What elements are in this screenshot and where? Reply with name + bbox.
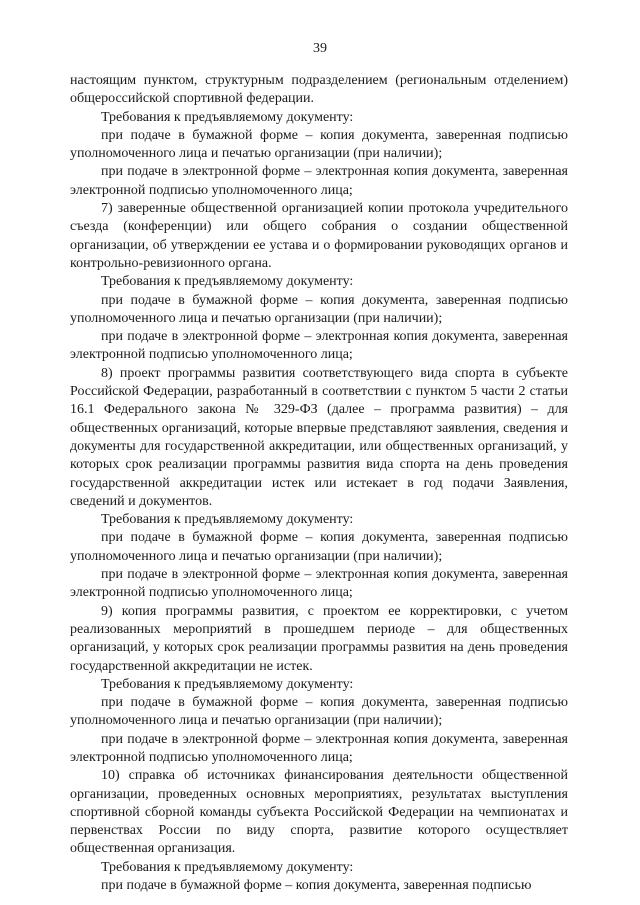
electronic-form-requirement: при подаче в электронной форме – электронная копия документа, заверенная электронной подписью уполномоченного лица; xyxy=(70,329,568,363)
electronic-form-requirement: при подаче в электронной форме – электронная копия документа, заверенная электронной подписью уполномоченного лица; xyxy=(70,567,568,601)
paper-form-requirement: при подаче в бумажной форме – копия документа, заверенная подписью уполномоченного лица и печатью организации (при наличии); xyxy=(70,292,568,326)
paper-form-requirement-truncated: при подаче в бумажной форме – копия документа, заверенная подписью xyxy=(101,878,532,894)
paragraph-continuation: настоящим пунктом, структурным подразделением (региональным отделением) общероссийской спортивной федерации. xyxy=(70,73,568,107)
page-number: 39 xyxy=(313,41,327,56)
requirements-heading: Требования к предъявляемому документу: xyxy=(101,109,354,125)
list-item-8: 8) проект программы развития соответствующего вида спорта в субъекте Российской Федерации, разработанный в соответствии с пунктом 5 части 2 статьи 16.1 Федерального закона № 329-ФЗ (далее – программа развития) – для общественных организаций, которые впервые представляют заявления, сведения и документы для государственной аккредитации, или общественных организаций, у которых срок реализации программы развития вида спорта на день проведения государственной аккредитации истек или истекает в год подачи Заявления, сведений и документов. xyxy=(70,365,568,509)
electronic-form-requirement: при подаче в электронной форме – электронная копия документа, заверенная электронной подписью уполномоченного лица; xyxy=(70,164,568,198)
list-item-9: 9) копия программы развития, с проектом ее корректировки, с учетом реализованных мероприятий в прошедшем периоде – для общественных организаций, у которых срок реализации программы развития на день проведения государственной аккредитации не истек. xyxy=(70,603,568,674)
requirements-heading: Требования к предъявляемому документу: xyxy=(101,512,354,528)
list-item-10: 10) справка об источниках финансирования деятельности общественной организации, проведенных основных мероприятиях, результатах выступления спортивной сборной команды субъекта Российской Федерации на чемпионатах и первенствах России по виду спорта, развитие которого осуществляет общественная организация. xyxy=(70,768,568,857)
document-body xyxy=(70,72,568,895)
paper-form-requirement: при подаче в бумажной форме – копия документа, заверенная подписью уполномоченного лица и печатью организации (при наличии); xyxy=(70,695,568,729)
requirements-heading: Требования к предъявляемому документу: xyxy=(101,676,354,692)
list-item-7: 7) заверенные общественной организацией копии протокола учредительного съезда (конференции) или общего собрания о создании общественной организации, об утверждении ее устава и о формировании руководящих органов и контрольно-ревизионного органа. xyxy=(70,201,568,271)
electronic-form-requirement: при подаче в электронной форме – электронная копия документа, заверенная электронной подписью уполномоченного лица; xyxy=(70,731,568,765)
requirements-heading: Требования к предъявляемому документу: xyxy=(101,274,354,290)
paper-form-requirement: при подаче в бумажной форме – копия документа, заверенная подписью уполномоченного лица и печатью организации (при наличии); xyxy=(70,127,568,162)
requirements-heading: Требования к предъявляемому документу: xyxy=(101,859,354,875)
paper-form-requirement: при подаче в бумажной форме – копия документа, заверенная подписью уполномоченного лица и печатью организации (при наличии); xyxy=(70,530,568,564)
